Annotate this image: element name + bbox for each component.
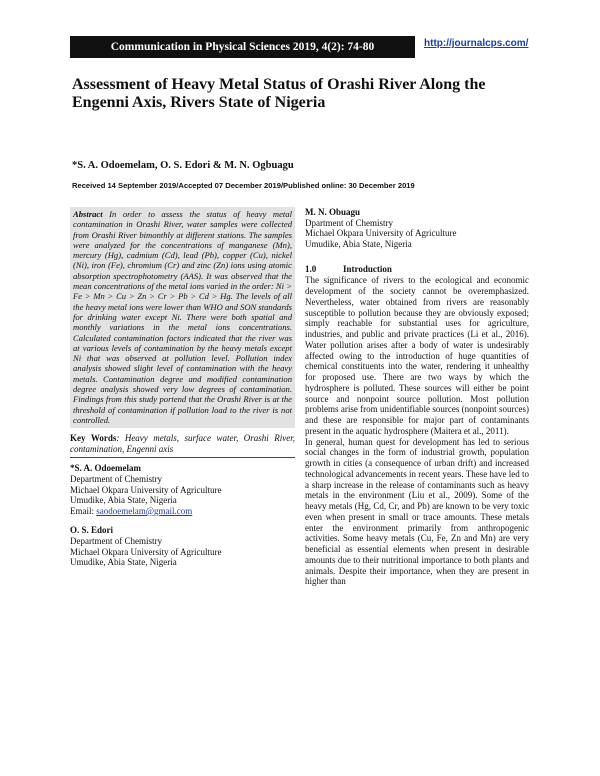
affiliation-inst: Michael Okpara University of Agriculture bbox=[70, 484, 222, 495]
affiliation-dept: Department of Chemistry bbox=[70, 535, 162, 546]
affiliation-inst: Michael Okpara University of Agriculture bbox=[305, 228, 457, 239]
affiliation-dept: Dpartment of Chemistry bbox=[305, 217, 393, 228]
journal-url-link[interactable]: http://journalcps.com/ bbox=[424, 38, 529, 49]
abstract-box bbox=[70, 207, 295, 428]
keywords bbox=[70, 433, 295, 458]
abstract-label: Abstract bbox=[73, 209, 103, 219]
introduction-body bbox=[305, 275, 529, 587]
right-column bbox=[305, 207, 529, 587]
affiliation-inst: Michael Okpara University of Agriculture bbox=[70, 546, 222, 557]
affiliation-name: *S. A. Odoemelam bbox=[70, 463, 141, 474]
affiliation-author-1 bbox=[70, 463, 295, 516]
affiliation-author-3 bbox=[305, 207, 529, 249]
left-column bbox=[70, 207, 295, 568]
publication-dates: Received 14 September 2019/Accepted 07 December 2019/Published online: 30 December 2019 bbox=[72, 181, 415, 190]
affiliation-dept: Department of Chemistry bbox=[70, 474, 162, 485]
email-link[interactable]: saodoemelam@gmail.com bbox=[96, 505, 193, 516]
journal-citation: Communication in Physical Sciences 2019, 4(2): 74-80 bbox=[110, 41, 375, 53]
journal-header-bar bbox=[70, 36, 415, 58]
section-number: 1.0 bbox=[305, 264, 317, 275]
keywords-text: : Heavy metals, surface water, Orashi River, contamination, Engenni axis bbox=[70, 433, 295, 454]
paper-title: Assessment of Heavy Metal Status of Orashi River Along the Engenni Axis, Rivers State of Nigeria bbox=[72, 76, 486, 111]
section-title: Introduction bbox=[343, 264, 392, 275]
affiliation-location: Umudike, Abia State, Nigeria bbox=[70, 557, 177, 568]
affiliation-author-2 bbox=[70, 525, 295, 567]
affiliation-location: Umudike, Abia State, Nigeria bbox=[70, 495, 177, 506]
email-label: Email: bbox=[70, 505, 97, 516]
body-paragraph: The significance of rivers to the ecological and economic development of the society cannot be overemphasized. Nevertheless, water obtained from rivers are reasonably susceptible to pollution because they are obviously exposed; simply reachable for substantial uses for agriculture, industries, and public and private practices (Li et al., 2016). Water pollution arises after a body of water is undesirably affected owing to the introduction of huge quantities of chemical constituents into the water, rendering it unhealthy for proposed use. There are two ways by which the hydrosphere is polluted. These sources will either be point source and nonpoint source pollution. Most pollution problems arise from unidentifiable sources (nonpoint sources) and these are responsible for major part of contaminants present in the aquatic hydrosphere (Maitera et al., 2011). bbox=[305, 275, 529, 436]
author-list: *S. A. Odoemelam, O. S. Edori & M. N. Ogbuagu bbox=[72, 160, 294, 171]
body-paragraph: In general, human quest for development has led to serious social changes in the form of industrial growth, population growth in cities (a consequence of urban drift) and increased technological advancements in recent years. These have led to a sharp increase in the release of contaminants such as heavy metals in the environment (Liu et al., 2009). Some of the heavy metals (Hg, Cd, Cr, and Pb) are known to be very toxic even when present in small or trace amounts. These metals enter the environment primarily from anthropogenic activities. Some heavy metals (Cu, Fe, Zn and Mn) are very beneficial as essential elements when present in desirable amounts due to their nutritional importance to both plants and animals. Despite their importance, when they are present in higher than bbox=[305, 436, 529, 587]
abstract-text: In order to assess the status of heavy metal contamination in Orashi River, water samples were collected from Orashi River bimonthly at different stations. The samples were analyzed for the concentrations of manganese (Mn), mercury (Hg), cadmium (Cd), lead (Pb), copper (Cu), nickel (Ni), iron (Fe), chromium (Cr) and zinc (Zn) ions using atomic absorption spectrophotometry (AAS). It was observed that the mean concentrations of the metal ions varied in the order: Ni > Fe > Mn > Cu > Zn > Cr > Pb > Cd > Hg. The levels of all the heavy metal ions were lower than WHO and SON standards for drinking water except Ni. There were both spatial and monthly variations in the metal ions concentrations. Calculated contamination factors indicated that the river was at various levels of contamination by the heavy metals except Ni that was observed at pollution level. Pollution index analysis showed slight level of contamination with the heavy metals. Contamination degree and modified contamination degree analysis showed very low degrees of contamination. Findings from this study portend that the Orashi River is at the threshold of contamination if pollution load to the river is not controlled. bbox=[73, 209, 292, 425]
affiliation-name: M. N. Obuagu bbox=[305, 207, 361, 217]
affiliation-name: O. S. Edori bbox=[70, 525, 114, 536]
affiliation-location: Umudike, Abia State, Nigeria bbox=[305, 238, 412, 249]
affiliation-email-line bbox=[70, 506, 295, 517]
section-heading bbox=[305, 264, 529, 275]
keywords-label: Key Words bbox=[70, 433, 117, 444]
